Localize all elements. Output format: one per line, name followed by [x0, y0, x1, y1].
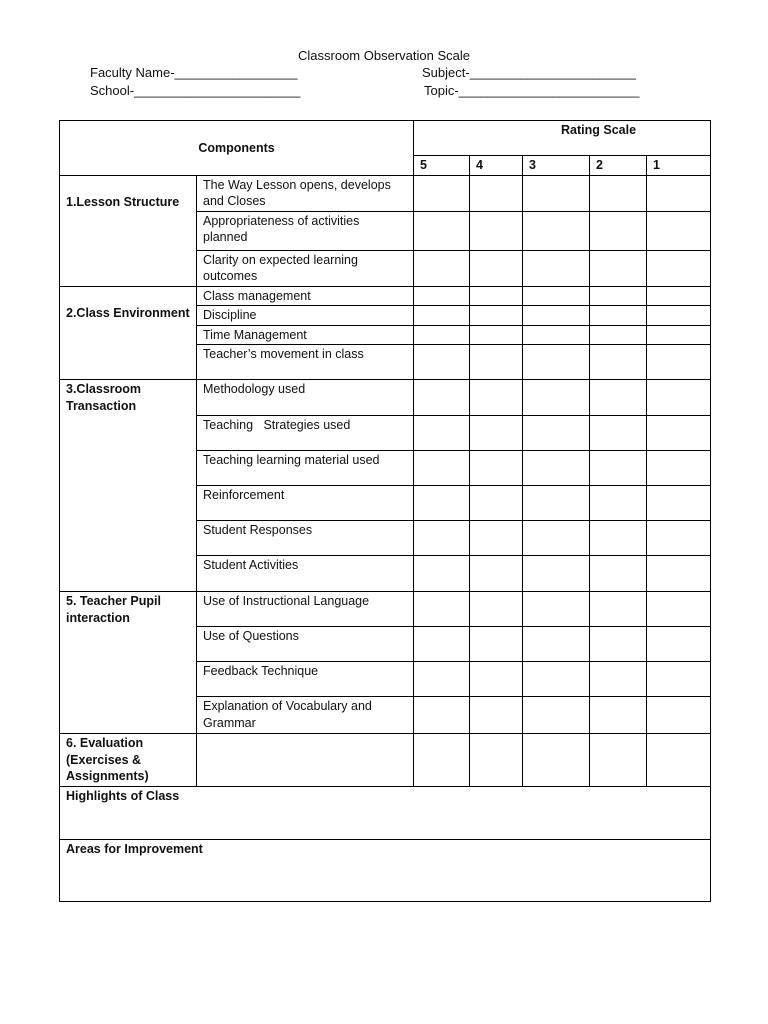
- rating-cell[interactable]: [590, 662, 647, 697]
- rating-cell[interactable]: [590, 556, 647, 592]
- section-evaluation: 6. Evaluation (Exercises & Assignments): [60, 734, 197, 787]
- item-vocabulary-grammar: Explanation of Vocabulary and Grammar: [197, 697, 414, 734]
- rating-cell[interactable]: [590, 286, 647, 306]
- rating-cell[interactable]: [414, 697, 470, 734]
- rating-cell[interactable]: [470, 627, 523, 662]
- rating-cell[interactable]: [523, 325, 590, 345]
- evaluation-notes[interactable]: [197, 734, 414, 787]
- rating-level-4: 4: [470, 156, 523, 176]
- item-teacher-movement: Teacher’s movement in class: [197, 345, 414, 380]
- rating-cell[interactable]: [647, 345, 711, 380]
- rating-cell[interactable]: [647, 306, 711, 326]
- rating-cell[interactable]: [470, 556, 523, 592]
- rating-cell[interactable]: [523, 416, 590, 451]
- observation-table: [59, 120, 711, 902]
- section-lesson-structure: 1.Lesson Structure: [60, 175, 197, 286]
- rating-cell[interactable]: [414, 416, 470, 451]
- rating-cell[interactable]: [590, 451, 647, 486]
- rating-cell[interactable]: [470, 662, 523, 697]
- rating-cell[interactable]: [414, 734, 470, 787]
- rating-cell[interactable]: [523, 697, 590, 734]
- rating-level-2: 2: [590, 156, 647, 176]
- section-teacher-pupil: 5. Teacher Pupil interaction: [60, 592, 197, 734]
- item-teaching-strategies: Teaching Strategies used: [197, 416, 414, 451]
- item-reinforcement: Reinforcement: [197, 486, 414, 521]
- item-student-activities: Student Activities: [197, 556, 414, 592]
- rating-cell[interactable]: [647, 556, 711, 592]
- rating-cell[interactable]: [647, 627, 711, 662]
- rating-cell[interactable]: [470, 486, 523, 521]
- rating-cell[interactable]: [590, 325, 647, 345]
- section-classroom-transaction: 3.Classroom Transaction: [60, 380, 197, 592]
- rating-cell[interactable]: [470, 175, 523, 211]
- rating-cell[interactable]: [414, 211, 470, 250]
- rating-cell[interactable]: [523, 250, 590, 286]
- rating-cell[interactable]: [470, 211, 523, 250]
- rating-level-1: 1: [647, 156, 711, 176]
- item-appropriateness: Appropriateness of activities planned: [197, 211, 414, 250]
- rating-cell[interactable]: [470, 734, 523, 787]
- rating-cell[interactable]: [414, 380, 470, 416]
- areas-for-improvement[interactable]: Areas for Improvement: [60, 840, 711, 902]
- item-clarity: Clarity on expected learning outcomes: [197, 250, 414, 286]
- item-class-management: Class management: [197, 286, 414, 306]
- rating-cell[interactable]: [470, 697, 523, 734]
- rating-cell[interactable]: [470, 250, 523, 286]
- rating-cell[interactable]: [647, 592, 711, 627]
- rating-cell[interactable]: [647, 486, 711, 521]
- item-instructional-language: Use of Instructional Language: [197, 592, 414, 627]
- rating-cell[interactable]: [470, 325, 523, 345]
- subject-field[interactable]: Subject-_______________________: [422, 65, 636, 80]
- rating-cell[interactable]: [523, 306, 590, 326]
- rating-cell[interactable]: [647, 325, 711, 345]
- rating-cell[interactable]: [523, 521, 590, 556]
- item-student-responses: Student Responses: [197, 521, 414, 556]
- rating-cell[interactable]: [590, 211, 647, 250]
- item-discipline: Discipline: [197, 306, 414, 326]
- rating-cell[interactable]: [590, 250, 647, 286]
- rating-cell[interactable]: [590, 697, 647, 734]
- rating-cell[interactable]: [470, 451, 523, 486]
- item-lesson-opens: The Way Lesson opens, develops and Closes: [197, 175, 414, 211]
- rating-cell[interactable]: [647, 211, 711, 250]
- rating-cell[interactable]: [590, 416, 647, 451]
- rating-cell[interactable]: [647, 662, 711, 697]
- rating-cell[interactable]: [470, 286, 523, 306]
- rating-cell[interactable]: [414, 486, 470, 521]
- school-field[interactable]: School-_______________________: [90, 83, 301, 98]
- rating-cell[interactable]: [414, 175, 470, 211]
- rating-cell[interactable]: [414, 345, 470, 380]
- rating-scale-header: Rating Scale: [414, 121, 711, 156]
- rating-cell[interactable]: [414, 556, 470, 592]
- rating-cell[interactable]: [414, 451, 470, 486]
- faculty-name-field[interactable]: Faculty Name-_________________: [90, 65, 298, 80]
- rating-cell[interactable]: [414, 286, 470, 306]
- rating-cell[interactable]: [523, 451, 590, 486]
- rating-cell[interactable]: [647, 380, 711, 416]
- item-methodology: Methodology used: [197, 380, 414, 416]
- rating-cell[interactable]: [470, 306, 523, 326]
- rating-cell[interactable]: [523, 556, 590, 592]
- rating-level-5: 5: [414, 156, 470, 176]
- rating-cell[interactable]: [647, 250, 711, 286]
- rating-cell[interactable]: [523, 486, 590, 521]
- rating-cell[interactable]: [470, 592, 523, 627]
- rating-cell[interactable]: [590, 175, 647, 211]
- rating-cell[interactable]: [470, 345, 523, 380]
- rating-cell[interactable]: [414, 662, 470, 697]
- rating-cell[interactable]: [590, 627, 647, 662]
- rating-cell[interactable]: [590, 592, 647, 627]
- rating-cell[interactable]: [647, 416, 711, 451]
- document-title: Classroom Observation Scale: [298, 48, 470, 63]
- rating-cell[interactable]: [414, 250, 470, 286]
- rating-cell[interactable]: [523, 345, 590, 380]
- rating-cell[interactable]: [523, 211, 590, 250]
- rating-cell[interactable]: [523, 734, 590, 787]
- rating-cell[interactable]: [414, 521, 470, 556]
- rating-cell[interactable]: [647, 521, 711, 556]
- item-feedback-technique: Feedback Technique: [197, 662, 414, 697]
- highlights-of-class[interactable]: Highlights of Class: [60, 787, 711, 840]
- rating-cell[interactable]: [470, 521, 523, 556]
- item-time-management: Time Management: [197, 325, 414, 345]
- rating-cell[interactable]: [590, 521, 647, 556]
- rating-cell[interactable]: [523, 380, 590, 416]
- rating-level-3: 3: [523, 156, 590, 176]
- components-header: Components: [60, 121, 414, 176]
- rating-cell[interactable]: [470, 380, 523, 416]
- rating-cell[interactable]: [647, 451, 711, 486]
- section-class-environment: 2.Class Environment: [60, 286, 197, 380]
- rating-cell[interactable]: [414, 627, 470, 662]
- rating-cell[interactable]: [590, 486, 647, 521]
- item-teaching-material: Teaching learning material used: [197, 451, 414, 486]
- rating-cell[interactable]: [523, 175, 590, 211]
- rating-cell[interactable]: [523, 592, 590, 627]
- rating-cell[interactable]: [590, 345, 647, 380]
- topic-field[interactable]: Topic-_________________________: [424, 83, 640, 98]
- rating-cell[interactable]: [523, 286, 590, 306]
- rating-cell[interactable]: [590, 734, 647, 787]
- rating-cell[interactable]: [414, 325, 470, 345]
- item-use-of-questions: Use of Questions: [197, 627, 414, 662]
- rating-cell[interactable]: [590, 306, 647, 326]
- rating-cell[interactable]: [647, 734, 711, 787]
- rating-cell[interactable]: [647, 697, 711, 734]
- rating-cell[interactable]: [523, 627, 590, 662]
- rating-cell[interactable]: [414, 306, 470, 326]
- rating-cell[interactable]: [590, 380, 647, 416]
- rating-cell[interactable]: [647, 286, 711, 306]
- rating-cell[interactable]: [414, 592, 470, 627]
- rating-cell[interactable]: [470, 416, 523, 451]
- rating-cell[interactable]: [523, 662, 590, 697]
- rating-cell[interactable]: [647, 175, 711, 211]
